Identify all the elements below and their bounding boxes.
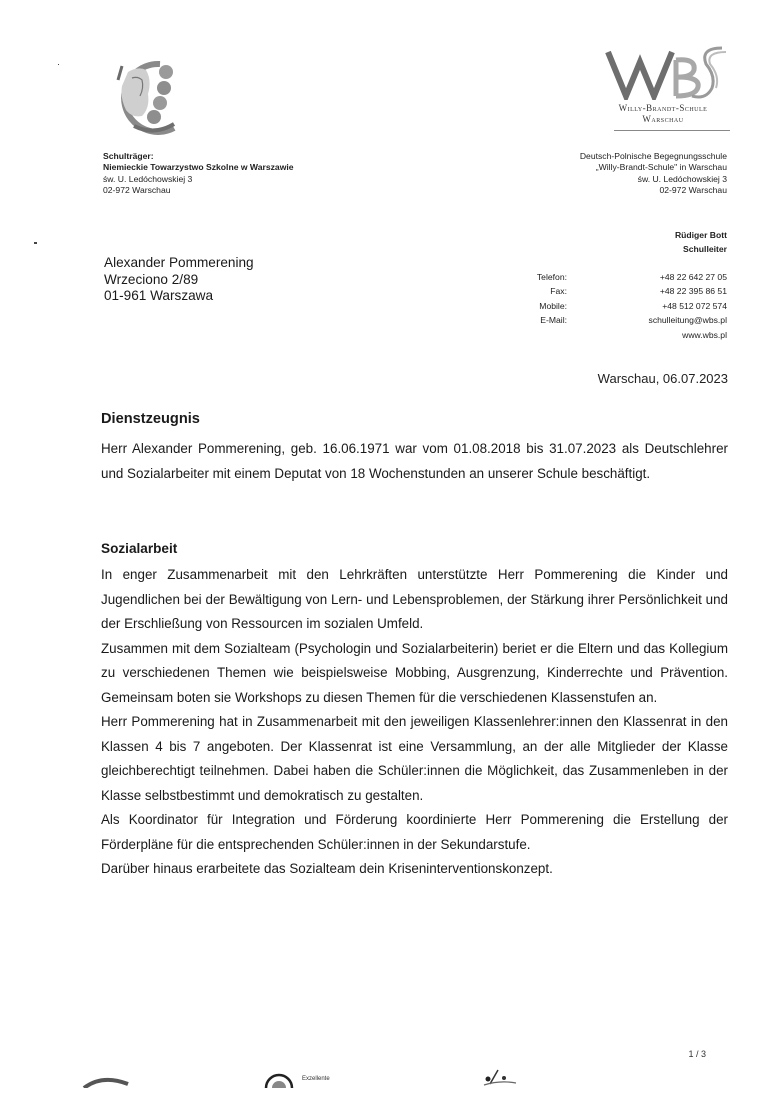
scan-speck: [58, 64, 59, 65]
contact-details: [500, 270, 727, 342]
recipient-address: [104, 255, 254, 305]
badge-caption: Exzellente: [302, 1076, 330, 1082]
page-number: 1 / 3: [688, 1049, 706, 1059]
paragraph: Zusammen mit dem Sozialteam (Psychologin und Sozialarbeiterin) beriet er die Eltern und das Kollegium zu verschiedenen Themen wie beispielsweise Mobbing, Ausgrenzung, Kinderrechte und Prävention. Gemeinsam boten sie Workshops zu diesen Themen für die verschiedenen Klassenstufen an.: [101, 640, 728, 705]
contact-value: +48 22 395 86 51: [659, 286, 727, 297]
contact-row-fax: [500, 284, 727, 298]
contact-label: E-Mail:: [540, 315, 567, 326]
contact-label: Mobile:: [539, 300, 567, 311]
school-city: 02-972 Warschau: [659, 185, 727, 196]
wbs-school-name: [590, 103, 736, 125]
principal-block: [675, 229, 727, 256]
email-link[interactable]: schulleitung@wbs.pl: [648, 315, 727, 326]
school-name: „Willy-Brandt-Schule" in Warschau: [595, 162, 727, 173]
document-title: Dienstzeugnis: [101, 411, 200, 427]
footer-logo-badge: [264, 1072, 294, 1093]
paragraph: In enger Zusammenarbeit mit den Lehrkräften unterstützte Herr Pommerening die Kinder und Jugendlichen bei der Bewältigung von Lern- und Lebensproblemen, der Stärkung ihrer Persönlichkeit und der Erschließung von Ressourcen im sozialen Umfeld.: [101, 567, 728, 631]
school-type: Deutsch-Polnische Begegnungsschule: [579, 151, 727, 161]
section-body: [101, 563, 728, 882]
contact-row-phone: [500, 270, 727, 284]
paragraph: Darüber hinaus erarbeitete das Sozialteam dein Kriseninterventionskonzept.: [101, 861, 553, 876]
paragraph: Herr Pommerening hat in Zusammenarbeit mit den jeweiligen Klassenlehrer:innen den Klassenrat in den Klassen 4 bis 7 angeboten. Der Klassenrat ist eine Versammlung, an der alle Mitglieder der Klasse gleichberechtigt teilnehmen. Dabei haben die Schüler:innen die Möglichkeit, das Zusammenleben in der Klasse selbstbestimmt und demokratisch zu gestalten.: [101, 714, 728, 803]
wbs-name-line1: Willy-Brandt-Schule: [618, 103, 708, 113]
school-portrait-emblem-icon: [108, 58, 184, 136]
wbs-logo: [604, 44, 730, 100]
section-title: Sozialarbeit: [101, 541, 178, 556]
sponsor-label: Schulträger:: [103, 151, 154, 161]
school-address-block: [580, 151, 727, 197]
school-sponsor-block: [103, 151, 294, 197]
wbs-monogram-icon: [604, 44, 730, 100]
contact-label: [500, 328, 567, 342]
school-emblem-logo: [108, 58, 184, 136]
intro-text: Herr Alexander Pommerening, geb. 16.06.1971 war vom 01.08.2018 bis 31.07.2023 als Deutschlehrer und Sozialarbeiter mit einem Deputat von 18 Wochenstunden an unserer Schule beschäftigt.: [101, 441, 728, 481]
sponsor-name: Niemieckie Towarzystwo Szkolne w Warszawie: [103, 162, 294, 173]
logo-divider: [614, 130, 730, 131]
intro-paragraph: [101, 437, 728, 486]
sponsor-city: 02-972 Warschau: [103, 185, 171, 196]
footer-logo-figure: [480, 1068, 520, 1091]
date-line: Warschau, 06.07.2023: [597, 371, 728, 386]
wbs-name-line2: Warschau: [642, 114, 684, 124]
contact-value: +48 512 072 574: [662, 300, 727, 311]
recipient-name: Alexander Pommerening: [104, 255, 254, 270]
school-street: św. U. Ledóchowskiej 3: [637, 173, 727, 184]
contact-label: Fax:: [550, 286, 567, 297]
website-link[interactable]: www.wbs.pl: [682, 329, 727, 340]
recipient-city: 01-961 Warszawa: [104, 288, 214, 303]
contact-value: +48 22 642 27 05: [659, 272, 727, 282]
contact-row-mobile: [500, 299, 727, 313]
sponsor-street: św. U. Ledóchowskiej 3: [103, 173, 193, 184]
contact-label: Telefon:: [536, 272, 567, 282]
contact-row-web: [500, 328, 727, 342]
contact-row-email: [500, 313, 727, 327]
paragraph: Als Koordinator für Integration und Förderung koordinierte Herr Pommerening die Erstellung der Förderpläne für die entsprechenden Schüler:innen in der Sekundarstufe.: [101, 812, 728, 852]
footer-logo-globe: [82, 1074, 132, 1093]
principal-name: Rüdiger Bott: [674, 230, 727, 240]
principal-role: Schulleiter: [683, 243, 727, 254]
figure-logo-icon: [480, 1068, 520, 1086]
recipient-street: Wrzeciono 2/89: [104, 271, 199, 287]
scan-speck: [34, 242, 37, 244]
